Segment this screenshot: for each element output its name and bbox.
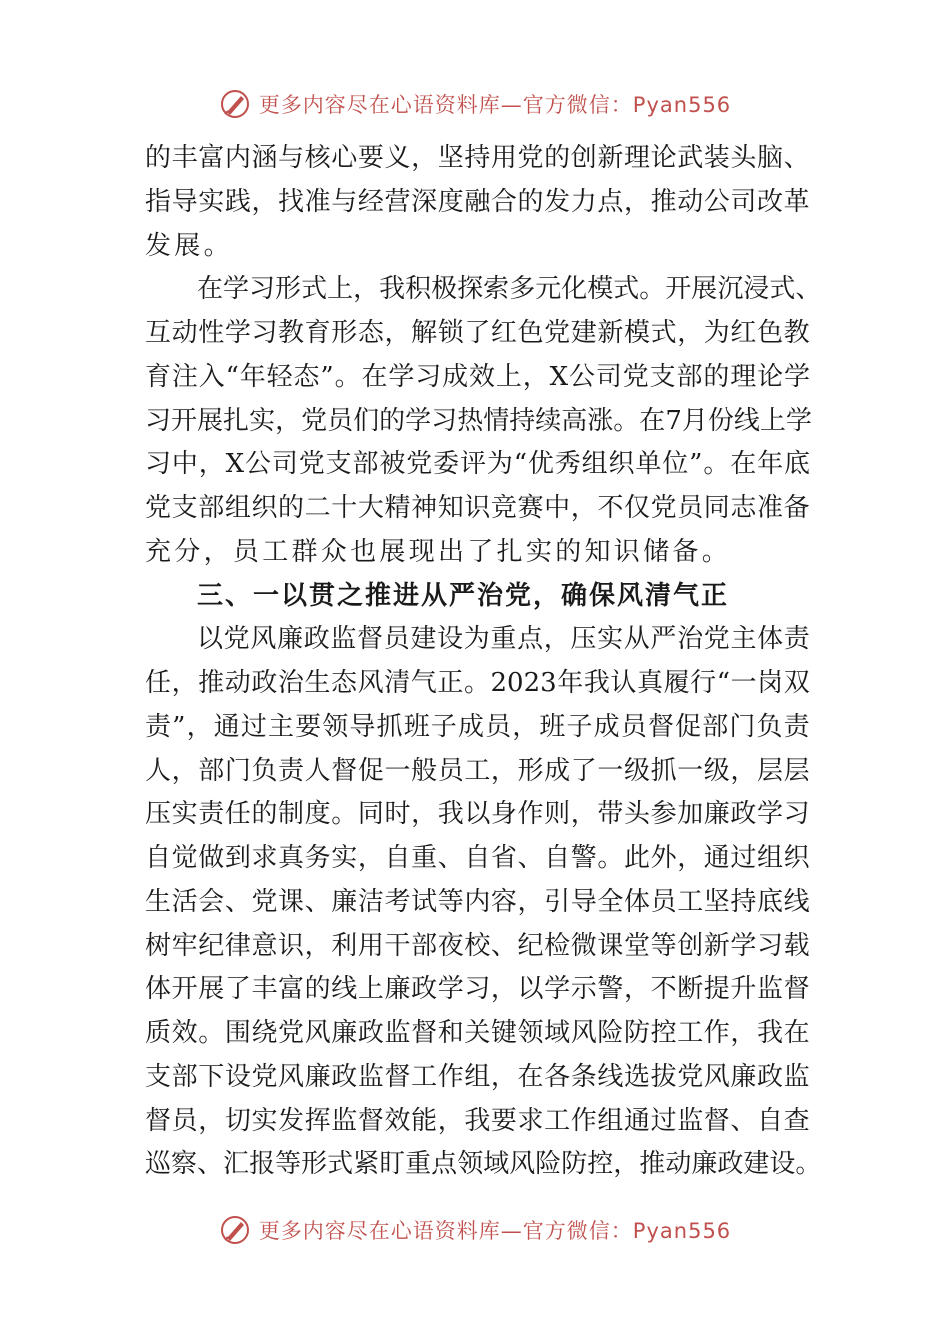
section-heading: 三、一以贯之推进从严治党，确保风清气正 [197, 580, 730, 611]
text-line: 互 动 性 学 习 教 育 形 态 ， 解 锁 了 红 色 党 建 新 模 式 ， 为 红 色 教 [145, 318, 810, 348]
text-line: 习 开 展 扎 实 ， 党 员 们 的 学 习 热 情 持 续 高 涨 。 在 7 月 份 线 上 学 [145, 405, 812, 436]
document-body [145, 137, 822, 1187]
text-line: 压 实 责 任 的 制 度 。 同 时 ， 我 以 身 作 则 ， 带 头 参 加 廉 政 学 习 [145, 799, 810, 830]
quill-logo-icon [219, 88, 251, 120]
text-line: 党 支 部 组 织 的 二 十 大 精 神 知 识 竞 赛 中 ， 不 仅 党 员 同 志 准 备 [145, 493, 810, 523]
quill-logo-icon [219, 1214, 251, 1246]
text-line: 人 ， 部 门 负 责 人 督 促 一 般 员 工 ， 形 成 了 一 级 抓 一 级 ， 层 层 [145, 755, 810, 786]
text-line: 生 活 会 、 党 课 、 廉 洁 考 试 等 内 容 ， 引 导 全 体 员 工 坚 持 底 线 [145, 886, 810, 917]
text-line: 的 丰 富 内 涵 与 核 心 要 义 ， 坚 持 用 党 的 创 新 理 论 武 装 头 脑 、 [145, 143, 810, 173]
text-line: 体 开 展 了 丰 富 的 线 上 廉 政 学 习 ， 以 学 示 警 ， 不 断 提 升 监 督 [145, 974, 810, 1005]
text-line: 指 导 实 践 ， 找 准 与 经 营 深 度 融 合 的 发 力 点 ， 推 动 公 司 改 革 [145, 186, 810, 217]
text-line: 发展。 [145, 230, 233, 261]
text-line: 支 部 下 设 党 风 廉 政 监 督 工 作 组 ， 在 各 条 线 选 拔 党 风 廉 政 监 [145, 1061, 810, 1092]
header-watermark [0, 84, 950, 124]
text-line: 充分，员工群众也展现出了扎实的知识储备。 [145, 536, 732, 567]
text-line: 督 员 ， 切 实 发 挥 监 督 效 能 ， 我 要 求 工 作 组 通 过 监 督 、 自 查 [145, 1105, 810, 1136]
text-line: 自 觉 做 到 求 真 务 实 ， 自 重 、 自 省 、 自 警 。 此 外 ， 通 过 组 织 [145, 843, 810, 873]
footer-watermark [0, 1210, 950, 1250]
text-line: 育 注 入 “ 年 轻 态 ” 。 在 学 习 成 效 上 ， X 公 司 党 支 部 的 理 论 学 [145, 361, 810, 392]
text-line: 任 ， 推 动 政 治 生 态 风 清 气 正 。 2023 年 我 认 真 履 行 “ 一 岗 双 [145, 668, 810, 698]
text-line: 树 牢 纪 律 意 识 ， 利 用 干 部 夜 校 、 纪 检 微 课 堂 等 创 新 学 习 载 [145, 930, 810, 961]
paragraph-first-line: 以 党 风 廉 政 监 督 员 建 设 为 重 点 ， 压 实 从 严 治 党 主 体 责 [197, 624, 810, 655]
watermark-text: 更多内容尽在心语资料库—官方微信：Pyan556 [258, 1219, 732, 1243]
text-line: 质 效 。 围 绕 党 风 廉 政 监 督 和 关 键 领 域 风 险 防 控 工 作 ， 我 在 [145, 1018, 810, 1048]
text-line: 巡 察 、 汇 报 等 形 式 紧 盯 重 点 领 域 风 险 防 控 ， 推 动 廉 政 建 设 。 [145, 1149, 822, 1180]
watermark-text: 更多内容尽在心语资料库—官方微信：Pyan556 [258, 93, 732, 117]
text-line: 习 中 ， X 公 司 党 支 部 被 党 委 评 为 “ 优 秀 组 织 单 位 ” 。 在 年 底 [145, 449, 810, 480]
paragraph-first-line: 在 学 习 形 式 上 ， 我 积 极 探 索 多 元 化 模 式 。 开 展 沉 浸 式 、 [197, 274, 822, 305]
text-line: 责 ” ， 通 过 主 要 领 导 抓 班 子 成 员 ， 班 子 成 员 督 促 部 门 负 责 [145, 711, 810, 742]
